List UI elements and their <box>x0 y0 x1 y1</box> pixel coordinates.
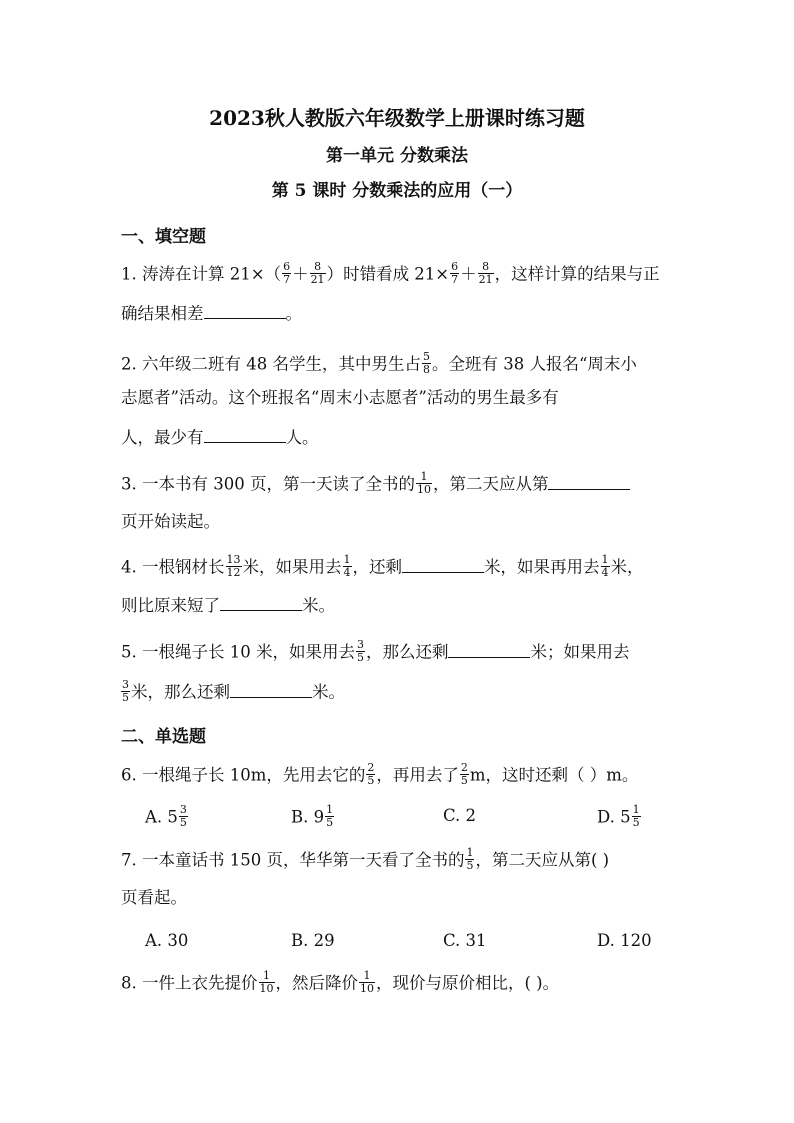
frac-num: 13 <box>226 553 241 566</box>
q4-text-c: ，还剩 <box>352 557 402 577</box>
q1-plus-2: ＋ <box>460 264 477 284</box>
q7-option-c[interactable]: C. 31 <box>443 931 487 950</box>
q5-text-a: 5. 一根绳子长 10 米，如果用去 <box>121 642 355 662</box>
frac-num: 2 <box>367 761 375 774</box>
q7-option-a[interactable]: A. 30 <box>145 931 189 950</box>
q8-text-c: ，现价与原价相比，( )。 <box>376 973 560 993</box>
frac-den: 4 <box>601 565 609 579</box>
frac-den: 5 <box>460 773 468 787</box>
q1-text-a: 1. 涛涛在计算 21×（ <box>121 264 282 284</box>
question-4-line-2 <box>121 598 335 615</box>
q4-text-b: 米，如果用去 <box>242 557 342 577</box>
frac-den: 5 <box>326 815 334 829</box>
frac-num: 1 <box>363 969 371 982</box>
q7-text-a: 7. 一本童话书 150 页，华华第一天看了全书的 <box>121 850 465 870</box>
q6-option-c[interactable] <box>443 806 476 825</box>
q8-text-a: 8. 一件上衣先提价 <box>121 973 258 993</box>
q4-text-g: 米。 <box>302 596 335 615</box>
option-label: A. 5 <box>145 807 178 827</box>
question-5-line-2 <box>121 678 345 705</box>
option-frac <box>632 804 641 828</box>
answer-blank[interactable] <box>548 488 630 490</box>
question-3-line-1 <box>121 470 630 497</box>
q7-option-b[interactable]: B. 29 <box>291 931 335 950</box>
q2-text-d: 人，最少有 <box>121 428 204 447</box>
q1-frac-3 <box>450 261 459 285</box>
frac-num: 8 <box>482 260 490 273</box>
q3-text-b: ，第二天应从第 <box>432 474 549 494</box>
question-4-line-1 <box>121 553 644 580</box>
frac-den: 5 <box>632 815 640 829</box>
answer-blank[interactable] <box>230 696 312 698</box>
q6-frac-1 <box>366 762 375 786</box>
page-title: 2023秋人教版六年级数学上册课时练习题 <box>209 106 585 130</box>
question-7-line-2: 页看起。 <box>121 888 187 907</box>
frac-num: 1 <box>343 553 351 566</box>
question-8-line-1 <box>121 969 560 996</box>
frac-den: 21 <box>478 272 493 286</box>
frac-num: 3 <box>356 638 364 651</box>
frac-num: 1 <box>420 470 428 483</box>
question-6-line-1 <box>121 761 639 788</box>
q4-frac-3 <box>601 554 610 578</box>
q6-option-b[interactable] <box>291 803 335 830</box>
frac-num: 1 <box>326 803 334 816</box>
frac-den: 10 <box>259 981 274 995</box>
frac-den: 5 <box>179 815 187 829</box>
question-3-line-2: 页开始读起。 <box>121 512 220 531</box>
q8-frac-2 <box>359 970 375 994</box>
frac-den: 10 <box>360 981 374 995</box>
q4-text-e: 米， <box>610 557 644 577</box>
frac-num: 8 <box>314 260 322 273</box>
frac-num: 2 <box>460 761 468 774</box>
q7-option-d[interactable]: D. 120 <box>597 931 652 950</box>
q1-text-c: ，这样计算的结果与正 <box>494 264 660 284</box>
q1-frac-4 <box>478 261 494 285</box>
option-frac <box>325 804 334 828</box>
frac-den: 4 <box>343 565 351 579</box>
q6-option-a[interactable] <box>145 803 189 830</box>
answer-blank[interactable] <box>402 571 484 573</box>
q6-text-c: m，这时还剩（ ）m。 <box>469 765 639 785</box>
frac-den: 5 <box>122 690 129 704</box>
question-2-line-3 <box>121 430 319 447</box>
q2-text-a: 2. 六年级二班有 48 名学生，其中男生占 <box>121 354 421 374</box>
frac-num: 1 <box>466 846 474 859</box>
option-label: B. 9 <box>291 807 325 827</box>
question-7-line-1 <box>121 846 610 873</box>
q1-plus: ＋ <box>292 264 309 284</box>
unit-title: 第一单元 分数乘法 <box>326 146 468 166</box>
lesson-title: 第 5 课时 分数乘法的应用（一） <box>271 181 523 201</box>
section-choice-heading: 二、单选题 <box>121 727 206 747</box>
q1-text-e: 。 <box>285 304 302 323</box>
q5-text-c: 米；如果用去 <box>530 642 630 662</box>
frac-den: 7 <box>283 272 291 286</box>
frac-den: 10 <box>416 482 431 496</box>
frac-num: 6 <box>451 260 459 273</box>
q8-frac-1 <box>259 970 275 994</box>
frac-den: 7 <box>451 272 459 286</box>
question-2-line-1 <box>121 350 637 377</box>
q5-frac-1 <box>356 639 365 663</box>
frac-num: 3 <box>179 803 187 816</box>
frac-num: 5 <box>422 350 430 363</box>
q5-text-e: 米。 <box>312 682 345 702</box>
option-frac <box>179 804 188 828</box>
q4-text-a: 4. 一根钢材长 <box>121 557 225 577</box>
q8-text-b: ，然后降价 <box>275 973 358 993</box>
answer-blank[interactable] <box>220 609 302 611</box>
q3-frac <box>416 471 432 495</box>
q4-text-f: 则比原来短了 <box>121 596 220 615</box>
answer-blank[interactable] <box>204 441 286 443</box>
answer-blank[interactable] <box>204 317 286 319</box>
frac-num: 1 <box>601 553 609 566</box>
question-2-line-2: 志愿者”活动。这个班报名“周末小志愿者”活动的男生最多有 <box>121 388 559 407</box>
q1-text-b: ）时错看成 21× <box>326 264 450 284</box>
frac-den: 21 <box>310 272 325 286</box>
frac-num: 1 <box>632 803 640 816</box>
q5-text-b: ，那么还剩 <box>365 642 449 662</box>
q5-text-d: 米，那么还剩 <box>131 682 230 702</box>
q6-text-a: 6. 一根绳子长 10m，先用去它的 <box>121 765 366 785</box>
frac-num: 1 <box>263 969 270 982</box>
q4-frac-2 <box>343 554 352 578</box>
q6-option-d[interactable] <box>597 803 642 830</box>
q2-frac <box>422 351 431 375</box>
frac-den: 5 <box>466 858 474 872</box>
q6-text-b: ，再用去了 <box>376 765 459 785</box>
option-label: C. 2 <box>443 806 477 825</box>
q6-frac-2 <box>460 762 469 786</box>
q2-text-b: 。全班有 38 人报名“周末小 <box>431 354 637 374</box>
frac-num: 6 <box>283 260 291 273</box>
q7-text-b: ，第二天应从第( ) <box>475 850 610 870</box>
q3-text-a: 3. 一本书有 300 页，第一天读了全书的 <box>121 474 415 494</box>
frac-num: 3 <box>122 678 129 691</box>
frac-den: 5 <box>367 773 375 787</box>
q2-text-e: 人。 <box>285 428 319 447</box>
question-1-line-1 <box>121 260 660 287</box>
q1-frac-2 <box>310 261 326 285</box>
frac-den: 12 <box>226 565 241 579</box>
question-1-line-2 <box>121 306 302 323</box>
q7-frac <box>465 847 474 871</box>
option-label: D. 5 <box>597 807 631 827</box>
q4-text-d: 米，如果再用去 <box>484 557 600 577</box>
frac-den: 8 <box>422 362 430 376</box>
q5-frac-2 <box>121 679 130 703</box>
frac-den: 5 <box>356 650 364 664</box>
q1-text-d: 确结果相差 <box>121 304 204 323</box>
q4-frac-1 <box>226 554 242 578</box>
q1-frac-1 <box>282 261 291 285</box>
question-5-line-1 <box>121 638 630 665</box>
answer-blank[interactable] <box>448 656 530 658</box>
section-fill-heading: 一、填空题 <box>121 227 206 247</box>
